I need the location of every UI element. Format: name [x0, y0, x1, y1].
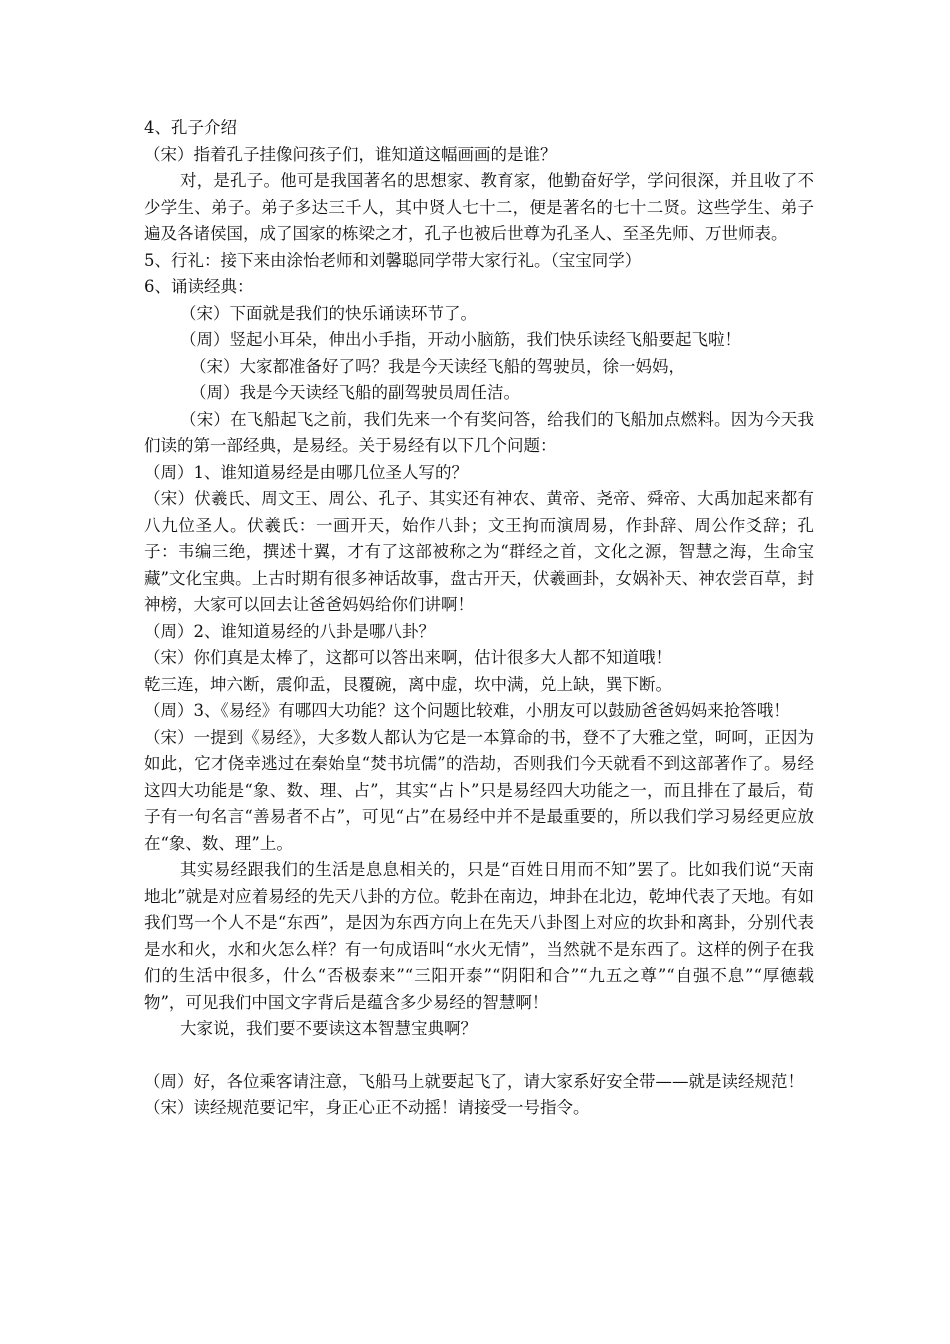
question-line: （周）3、《易经》有哪四大功能？这个问题比较难，小朋友可以鼓励爸爸妈妈来抢答哦！: [144, 701, 790, 720]
heading-recite-classics: 6、诵读经典：: [144, 277, 254, 296]
question-line: （周）1、谁知道易经是由哪几位圣人写的？: [144, 462, 468, 482]
heading-salute: 5、行礼：接下来由涂怡老师和刘馨聪同学带大家行礼。（宝宝同学）: [144, 250, 642, 270]
paragraph: （宋）指着孔子挂像问孩子们，谁知道这幅画画的是谁？: [144, 144, 557, 164]
paragraph: 对，是孔子。他可是我国著名的思想家、教育家，他勤奋好学，学问很深，并且收了不少学生、弟子。弟子多达三千人，其中贤人七十二，便是著名的七十二贤。这些学生、弟子遍及各诸侯国，成了国家的栋梁之才，孔子也被后世尊为孔圣人、至圣先师、万世师表。: [144, 171, 814, 243]
dialogue-line: （宋）下面就是我们的快乐诵读环节了。: [180, 303, 477, 323]
dialogue-line: （周）竖起小耳朵，伸出小手指，开动小脑筋，我们快乐读经飞船要起飞啦！: [180, 330, 741, 349]
paragraph: 大家说，我们要不要读这本智慧宝典啊？: [180, 1019, 477, 1038]
answer-line: （宋）你们真是太棒了，这都可以答出来啊，估计很多大人都不知道哦！: [144, 648, 672, 667]
question-line: （周）2、谁知道易经的八卦是哪八卦？: [144, 621, 435, 641]
dialogue-line: （宋）在飞船起飞之前，我们先来一个有奖问答，给我们的飞船加点燃料。因为今天我们读的第一部经典，是易经。关于易经有以下几个问题：: [144, 409, 814, 455]
dialogue-line: （宋）大家都准备好了吗？我是今天读经飞船的驾驶员，徐一妈妈，: [190, 356, 685, 376]
dialogue-line: （宋）读经规范要记牢，身正心正不动摇！请接受一号指令。: [144, 1098, 590, 1117]
blank-line: [144, 1043, 814, 1069]
answer-line: （宋）一提到《易经》，大多数人都认为它是一本算命的书，登不了大雅之堂，呵呵，正因为如此，它才侥幸逃过在秦始皇“焚书坑儒”的浩劫，否则我们今天就看不到这部著作了。易经这四大功能是“象、数、理、占”，其实“占卜”只是易经四大功能之一，而且排在了最后，荀子有一句名言“善易者不占”，可见“占”在易经中并不是最重要的，所以我们学习易经更应放在“象、数、理”上。: [144, 727, 814, 853]
document-body: [144, 115, 814, 1122]
answer-line: （宋）伏羲氏、周文王、周公、孔子、其实还有神农、黄帝、尧帝、舜帝、大禹加起来都有八九位圣人。伏羲氏：一画开天，始作八卦；文王拘而演周易，作卦辞、周公作爻辞；孔子：韦编三绝，撰述十翼，才有了这部被称之为“群经之首，文化之源，智慧之海，生命宝藏”文化宝典。上古时期有很多神话故事，盘古开天，伏羲画卦，女娲补天、神农尝百草，封神榜，大家可以回去让爸爸妈妈给你们讲啊！: [144, 489, 814, 614]
answer-line: 乾三连，坤六断，震仰盂，艮覆碗，离中虚，坎中满，兑上缺，巽下断。: [144, 674, 672, 694]
dialogue-line: （周）我是今天读经飞船的副驾驶员周任洁。: [190, 383, 520, 402]
heading-confucius-intro: 4、孔子介绍: [144, 118, 237, 137]
dialogue-line: （周）好，各位乘客请注意，飞船马上就要起飞了，请大家系好安全带——就是读经规范！: [144, 1071, 804, 1091]
paragraph: 其实易经跟我们的生活是息息相关的，只是“百姓日用而不知”罢了。比如我们说“天南地北”就是对应着易经的先天八卦的方位。乾卦在南边，坤卦在北边，乾坤代表了天地。有如我们骂一个人不是“东西”，是因为东西方向上在先天八卦图上对应的坎卦和离卦，分别代表是水和火，水和火怎么样？有一句成语叫“水火无情”，当然就不是东西了。这样的例子在我们的生活中很多，什么“否极泰来”“三阳开泰”“阴阳和合”“九五之尊”“自强不息”“厚德载物”，可见我们中国文字背后是蕴含多少易经的智慧啊！: [144, 860, 814, 1012]
